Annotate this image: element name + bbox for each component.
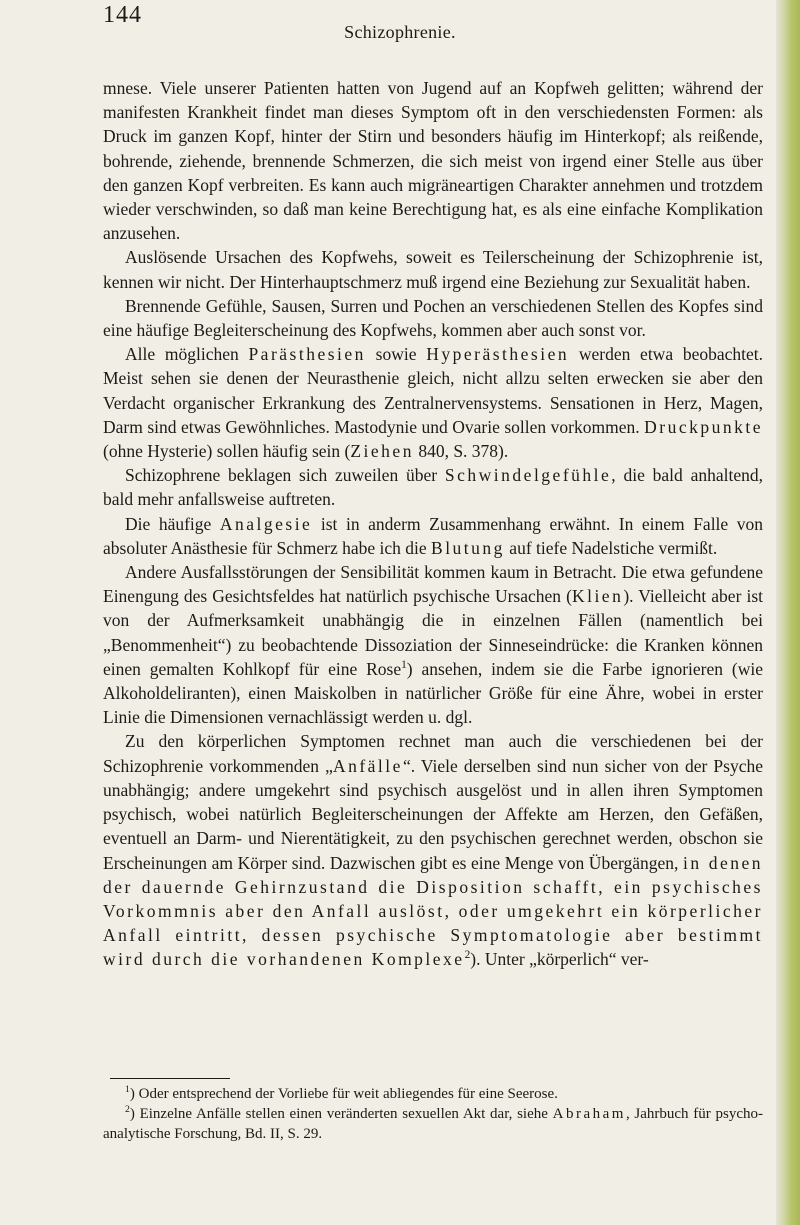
spaced-emphasis: Klien	[571, 586, 624, 607]
text-run: ) Einzelne Anfälle stellen einen veränderten sexuellen Akt dar, siehe	[129, 1106, 553, 1122]
text-run: , Jahrbuch für psycho-analytische Forschung, Bd. II, S. 29.	[103, 1106, 763, 1142]
text-run: 840, S. 378).	[413, 441, 509, 462]
text-run: , die bald anhaltend, bald mehr anfallsweise auftreten.	[103, 465, 763, 510]
footnotes	[103, 1084, 763, 1144]
text-run: Andere Ausfallsstörungen der Sensibilität kommen kaum in Betracht. Die etwa gefundene Einengung des Gesichtsfeldes hat natürlich psychische Ursachen (	[103, 562, 763, 607]
spaced-emphasis: Anfälle	[332, 755, 403, 776]
running-title: Schizophrenie.	[344, 22, 456, 42]
text-run: sowie	[365, 344, 427, 365]
spaced-emphasis: Druckpunkte	[644, 416, 763, 437]
footnote-marker: 1	[401, 659, 407, 672]
text-run: Auslösende Ursachen des Kopfwehs, soweit es Teilerscheinung der Schizophrenie ist, kennen wir nicht. Der Hinterhauptschmerz muß irgend eine Beziehung zur Sexualität haben.	[103, 247, 763, 292]
spaced-emphasis: Analgesie	[219, 513, 313, 534]
spaced-emphasis: Hyperästhesien	[426, 344, 570, 365]
spaced-emphasis: Blutung	[431, 537, 505, 558]
body-text	[103, 76, 763, 972]
text-run: auf tiefe Nadelstiche vermißt.	[504, 537, 718, 558]
text-run: mnese. Viele unserer Patienten hatten von Jugend auf an Kopfweh gelitten; während der manifesten Krankheit findet man dieses Symptom oft in den verschiedensten Formen: als Druck im ganzen Kopf, hinter der Stirn und besonders häufig im Hinterkopf; als reißende, bohrende, ziehende, brennende Schmerzen, die sich meist von irgend einer Stelle aus über den ganzen Kopf verbreiten. Es kann auch migräneartigen Charakter annehmen und trotzdem wieder verschwinden, so daß man keine Berechtigung hat, es als eine einfache Komplikation anzusehen.	[103, 78, 763, 244]
footnote	[103, 1084, 763, 1104]
paragraph	[103, 560, 763, 729]
text-run: Schizophrene beklagen sich zuweilen über	[125, 465, 445, 486]
paragraph	[103, 729, 763, 971]
paragraph	[103, 76, 763, 245]
spaced-emphasis: Schwindelgefühle	[444, 465, 612, 486]
footnote-marker: 1	[125, 1084, 130, 1095]
footnote-marker: 2	[125, 1104, 130, 1115]
text-run: ist in anderm Zusammenhang erwähnt. In einem Falle von absoluter Anästhesie für Schmerz habe ich die	[103, 513, 763, 558]
text-run: (ohne Hysterie) sollen häufig sein (	[103, 441, 351, 462]
text-run: ) Oder entsprechend der Vorliebe für weit abliegendes für eine Seerose.	[129, 1086, 558, 1102]
paragraph	[103, 342, 763, 463]
paragraph	[103, 463, 763, 511]
text-run: werden etwa beobachtet. Meist sehen sie denen der Neurasthenie gleich, nicht allzu selten erwecken sie aber den Verdacht organischer Erkrankung des Zentralnervensystems. Sensationen in Herz, Magen, Darm sind etwas Gewöhnliches. Mastodynie und Ovarie sollen vorkommen.	[103, 344, 763, 437]
text-run: Die häufige	[125, 513, 220, 534]
spaced-emphasis: in denen der dauernde Gehirnzustand die Disposition schafft, ein psychisches Vorkommnis aber den Anfall auslöst, oder umgekehrt ein körperlicher Anfall eintritt, dessen psychische Symptomatologie aber bestimmt wird durch die vorhandenen Komplexe	[103, 852, 763, 970]
paragraph	[103, 294, 763, 342]
text-run: ). Vielleicht aber ist von der Aufmerksamkeit unabhängig die in einzelnen Fällen (namentlich bei „Benommenheit“) zu beobachtende Dissoziation der Sinneseindrücke: die Kranken können einen gemalten Kohlkopf für eine Rose	[103, 586, 764, 679]
text-run: Brennende Gefühle, Sausen, Surren und Pochen an verschiedenen Stellen des Kopfes sind eine häufige Begleiterscheinung des Kopfwehs, kommen aber auch sonst vor.	[103, 295, 763, 341]
text-run: “. Viele derselben sind nun sicher von der Psyche unabhängig; andere umgekehrt sind psychisch ausgelöst und in allen ihren Symptomen psychisch, wobei natürlich Begleiterscheinungen der Affekte am Herzen, den Gefäßen, eventuell an Darm- und Nierentätigkeit, zu den psychischen gerechnet werden, obschon sie Erscheinungen am Körper sind. Dazwischen gibt es eine Menge von Übergängen,	[103, 755, 763, 873]
text-run: ) ansehen, indem sie die Farbe ignorieren (wie Alkoholdeliranten), einen Maiskolben in natürlicher Größe für eine Ähre, wobei in erster Linie die Dimensionen vernachlässigt werden u. dgl.	[103, 658, 763, 728]
text-run: ). Unter „körperlich“ ver-	[470, 949, 649, 970]
text-run: Alle möglichen	[125, 344, 249, 365]
paragraph	[103, 245, 763, 293]
spaced-emphasis: Parästhesien	[248, 344, 366, 365]
footnote-marker: 2	[464, 949, 471, 962]
paragraph	[103, 512, 763, 560]
spaced-emphasis: Abraham	[552, 1106, 626, 1122]
page-edge	[776, 0, 800, 1225]
spaced-emphasis: Ziehen	[350, 441, 414, 462]
text-run: Zu den körperlichen Symptomen rechnet man auch die verschiedenen bei der Schizophrenie vorkommenden „	[103, 731, 763, 776]
page-number: 144	[103, 2, 142, 28]
footnote-rule	[110, 1078, 230, 1079]
footnote	[103, 1104, 763, 1144]
